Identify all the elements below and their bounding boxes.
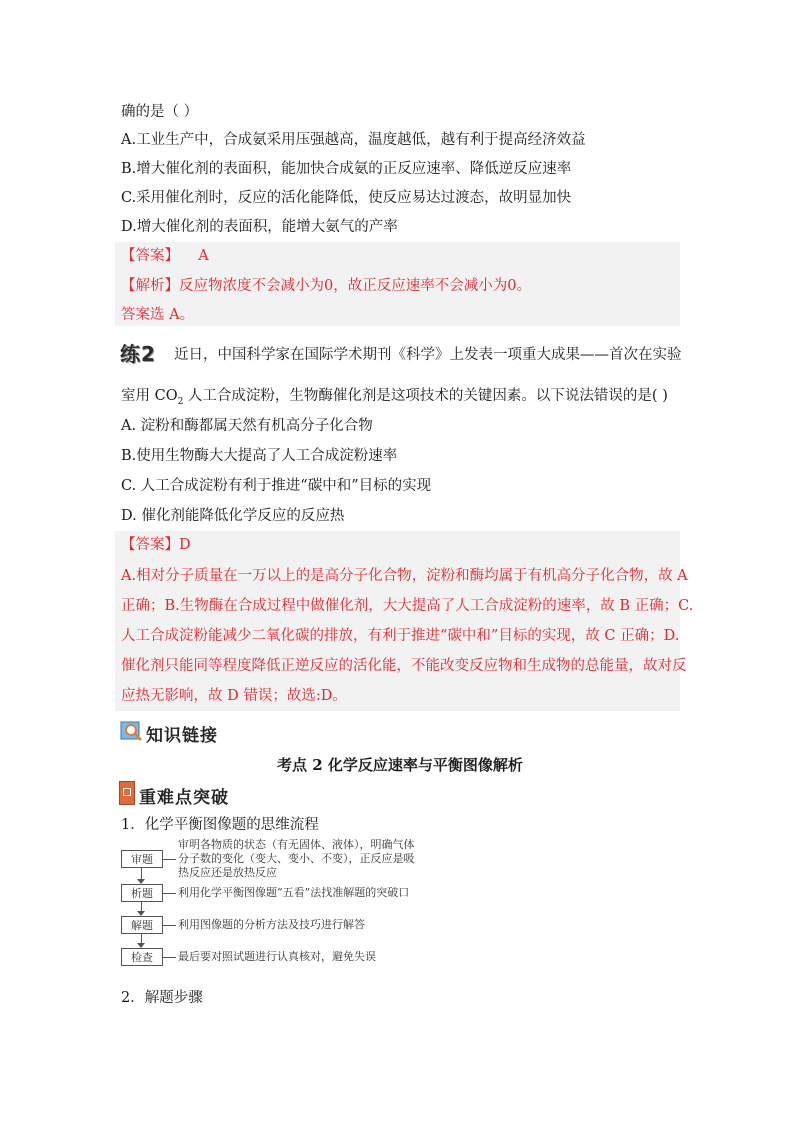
q2-stem-line2-sub: 2: [177, 396, 184, 407]
item-2: 2．解题步骤: [121, 990, 203, 1006]
q2-analysis-line-5: 应热无影响，故 D 错误；故选:D。: [121, 688, 347, 704]
flow-text-jieti: 利用图像题的分析方法及技巧进行解答: [178, 918, 365, 931]
flow-text-shenti-3: 热反应还是放热反应: [178, 866, 277, 879]
q1-analysis: [121, 276, 531, 296]
flow-box-jieti: 解题: [121, 916, 163, 934]
q2-option-c: C. 人工合成淀粉有利于推进“碳中和”目标的实现: [121, 478, 432, 494]
q1-analysis-text: 反应物浓度不会减小为0，故正反应速率不会减小为0。: [179, 278, 531, 294]
flow-connector: [163, 859, 176, 860]
flow-box-jiancha: 检查: [121, 948, 163, 966]
q1-answer: [121, 246, 209, 266]
q2-analysis-line-1: A.相对分子质量在一万以上的是高分子化合物，淀粉和酶均属于有机高分子化合物，故 A: [121, 568, 688, 584]
q1-analysis-label: 【解析】: [121, 278, 179, 294]
q1-option-a: A.工业生产中，合成氨采用压强越高，温度越低，越有利于提高经济效益: [121, 132, 586, 148]
item-1: 1．化学平衡图像题的思维流程: [121, 817, 319, 833]
breakthrough-title: 重难点突破: [139, 788, 229, 808]
flag-icon: [119, 781, 135, 805]
section-title: 考点 2 化学反应速率与平衡图像解析: [277, 756, 523, 774]
flow-box-xiti: 析题: [121, 884, 163, 902]
flow-connector: [163, 957, 176, 958]
flow-text-jiancha: 最后要对照试题进行认真核对，避免失误: [178, 950, 376, 963]
q1-option-d: D.增大催化剂的表面积，能增大氨气的产率: [121, 219, 398, 235]
q2-analysis-line-4: 催化剂只能同等程度降低正逆反应的活化能，不能改变反应物和生成物的总能量，故对反: [121, 658, 687, 674]
q2-answer: 【答案】D: [121, 537, 191, 553]
q2-option-b: B.使用生物酶大大提高了人工合成淀粉速率: [121, 448, 398, 464]
q1-conclusion: 答案选 A。: [121, 307, 195, 323]
q2-badge: 练2: [120, 342, 156, 366]
q2-answer-box: [115, 531, 680, 711]
q1-option-b: B.增大催化剂的表面积，能加快合成氨的正反应速率、降低逆反应速率: [121, 161, 572, 177]
q1-stem-tail: 确的是（ ）: [121, 104, 199, 120]
q2-stem-line2-b: 人工合成淀粉，生物酶催化剂是这项技术的关键因素。以下说法错误的是( ): [183, 388, 668, 404]
q2-stem-line2: [121, 386, 668, 412]
q2-stem-line1: 近日，中国科学家在国际学术期刊《科学》上发表一项重大成果——首次在实验: [174, 347, 682, 363]
knowledge-link-title: 知识链接: [146, 726, 218, 746]
flow-connector: [163, 893, 176, 894]
flow-text-shenti-1: 审明各物质的状态（有无固体、液体），明确气体: [178, 838, 415, 851]
q2-stem-line2-a: 室用 CO: [121, 388, 178, 404]
flow-connector: [163, 925, 176, 926]
q2-option-a: A. 淀粉和酶都属天然有机高分子化合物: [121, 418, 373, 434]
q1-answer-value: A: [198, 248, 209, 264]
q2-analysis-line-2: 正确；B.生物酶在合成过程中做催化剂，大大提高了人工合成淀粉的速率，故 B 正确；C.: [121, 598, 694, 614]
q1-option-c: C.采用催化剂时，反应的活化能降低，使反应易达过渡态，故明显加快: [121, 190, 572, 206]
flow-arrow-line: [141, 868, 142, 879]
flow-box-shenti: 审题: [121, 850, 163, 868]
flow-text-xiti: 利用化学平衡图像题“五看”法找准解题的突破口: [178, 886, 410, 899]
flow-text-shenti-2: 分子数的变化（变大、变小、不变），正反应是吸: [178, 852, 415, 865]
magnifier-book-icon: [120, 720, 144, 742]
q2-option-d: D. 催化剂能降低化学反应的反应热: [121, 508, 345, 524]
q1-answer-label: 【答案】: [121, 248, 179, 264]
q2-analysis-line-3: 人工合成淀粉能减少二氧化碳的排放，有利于推进“碳中和”目标的实现，故 C 正确；D.: [121, 628, 680, 644]
